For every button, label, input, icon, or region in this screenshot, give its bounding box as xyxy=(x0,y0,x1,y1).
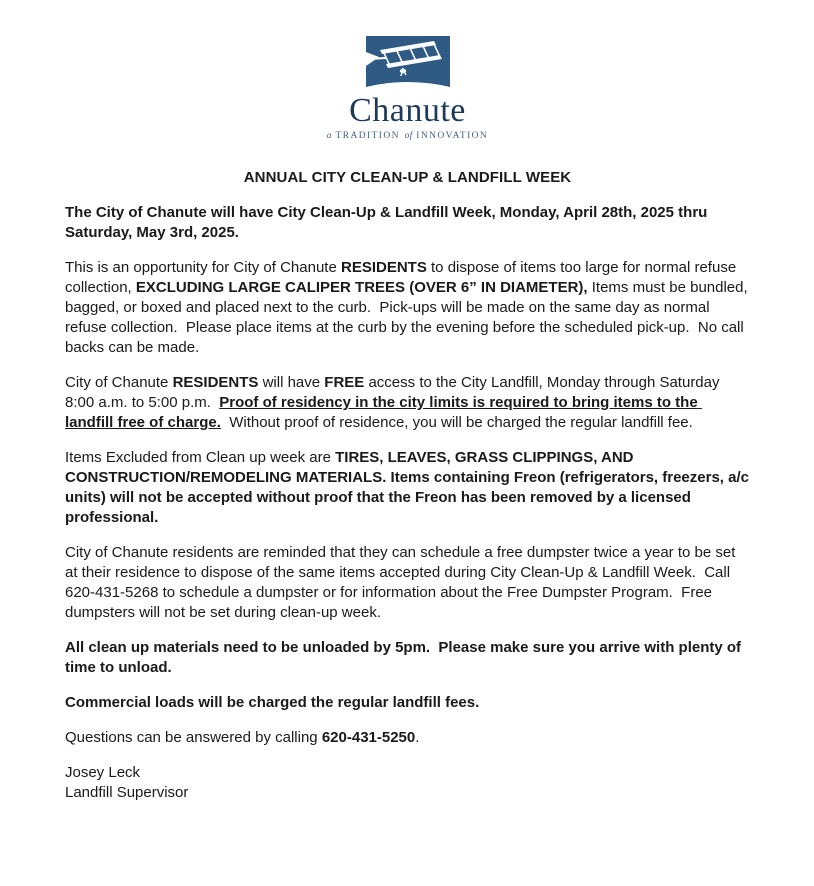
text-run: City of Chanute residents are reminded that they can schedule a free dumpster twice a year to be set at their residence to dispose of the same items accepted during City Clean-Up & Landfill Week. Call 620-431-5268 to schedule a dumpster or for information about the Free Dumpster Program. Free dumpsters will not be set during clean-up week. xyxy=(65,544,740,621)
text-run: TRADITION xyxy=(335,131,405,141)
text-run: Questions can be answered by calling xyxy=(65,729,322,746)
signature-block xyxy=(65,763,750,803)
paragraph xyxy=(65,373,750,433)
text-run: will have xyxy=(258,374,325,391)
text-run: Proof of residency in the city limits is required to bring items to the landfill free of charge. xyxy=(65,394,702,431)
text-run: 620-431-5250 xyxy=(321,729,416,746)
text-run: Without proof of residence, you will be charged the regular landfill fee. xyxy=(220,414,693,431)
biplane-icon xyxy=(366,36,450,91)
paragraph xyxy=(65,448,754,528)
text-run: All clean up materials need to be unloaded by 5pm. Please make sure you arrive with plenty of time to unload. xyxy=(65,639,746,676)
paragraph xyxy=(65,693,750,713)
paragraph xyxy=(65,728,750,748)
text-run: FREE xyxy=(324,374,365,391)
text-run: Items Excluded from Clean up week are xyxy=(65,449,336,466)
document-body xyxy=(65,203,754,748)
text-run: INNOVATION xyxy=(416,131,489,141)
text-run: RESIDENTS xyxy=(340,259,427,276)
text-run: The City of Chanute will have City Clean-Up & Landfill Week, Monday, April 28th, 2025 thru Saturday, May 3rd, 2025. xyxy=(65,204,712,241)
text-run: of xyxy=(404,131,417,141)
logo-tagline xyxy=(65,131,750,141)
text-run: a xyxy=(326,131,336,141)
paragraph xyxy=(65,203,750,243)
paragraph xyxy=(65,638,750,678)
text-run: RESIDENTS xyxy=(172,374,259,391)
text-run: City of Chanute xyxy=(65,374,173,391)
logo-wordmark: Chanute xyxy=(349,92,466,129)
paragraph xyxy=(65,258,750,358)
signature-title: Landfill Supervisor xyxy=(65,784,189,801)
city-logo xyxy=(65,36,750,141)
text-run: access to the City Landfill, Monday through Saturday 8:00 a.m. to 5:00 p.m. xyxy=(65,374,724,411)
paragraph xyxy=(65,543,750,623)
text-run: to dispose of items too large for normal refuse collection, xyxy=(65,259,741,296)
text-run: TIRES, LEAVES, GRASS CLIPPINGS, AND CONSTRUCTION/REMODELING MATERIALS. Items containing Freon (refrigerators, freezers, a/c units) will not be accepted without proof that the Freon has been removed by a licensed professional. xyxy=(65,449,754,526)
text-run: . xyxy=(415,729,420,746)
text-run: Commercial loads will be charged the regular landfill fees. xyxy=(65,694,480,711)
document-title: ANNUAL CITY CLEAN-UP & LANDFILL WEEK xyxy=(243,169,572,186)
text-run: EXCLUDING LARGE CALIPER TREES (OVER 6” IN DIAMETER), xyxy=(135,279,588,296)
signature-name: Josey Leck xyxy=(65,764,141,781)
text-run: This is an opportunity for City of Chanute xyxy=(65,259,341,276)
text-run: Items must be bundled, bagged, or boxed and placed next to the curb. Pick-ups will be made on the same day as normal refuse collection. Please place items at the curb by the evening before the scheduled pick-up. No call backs can be made. xyxy=(65,279,752,356)
